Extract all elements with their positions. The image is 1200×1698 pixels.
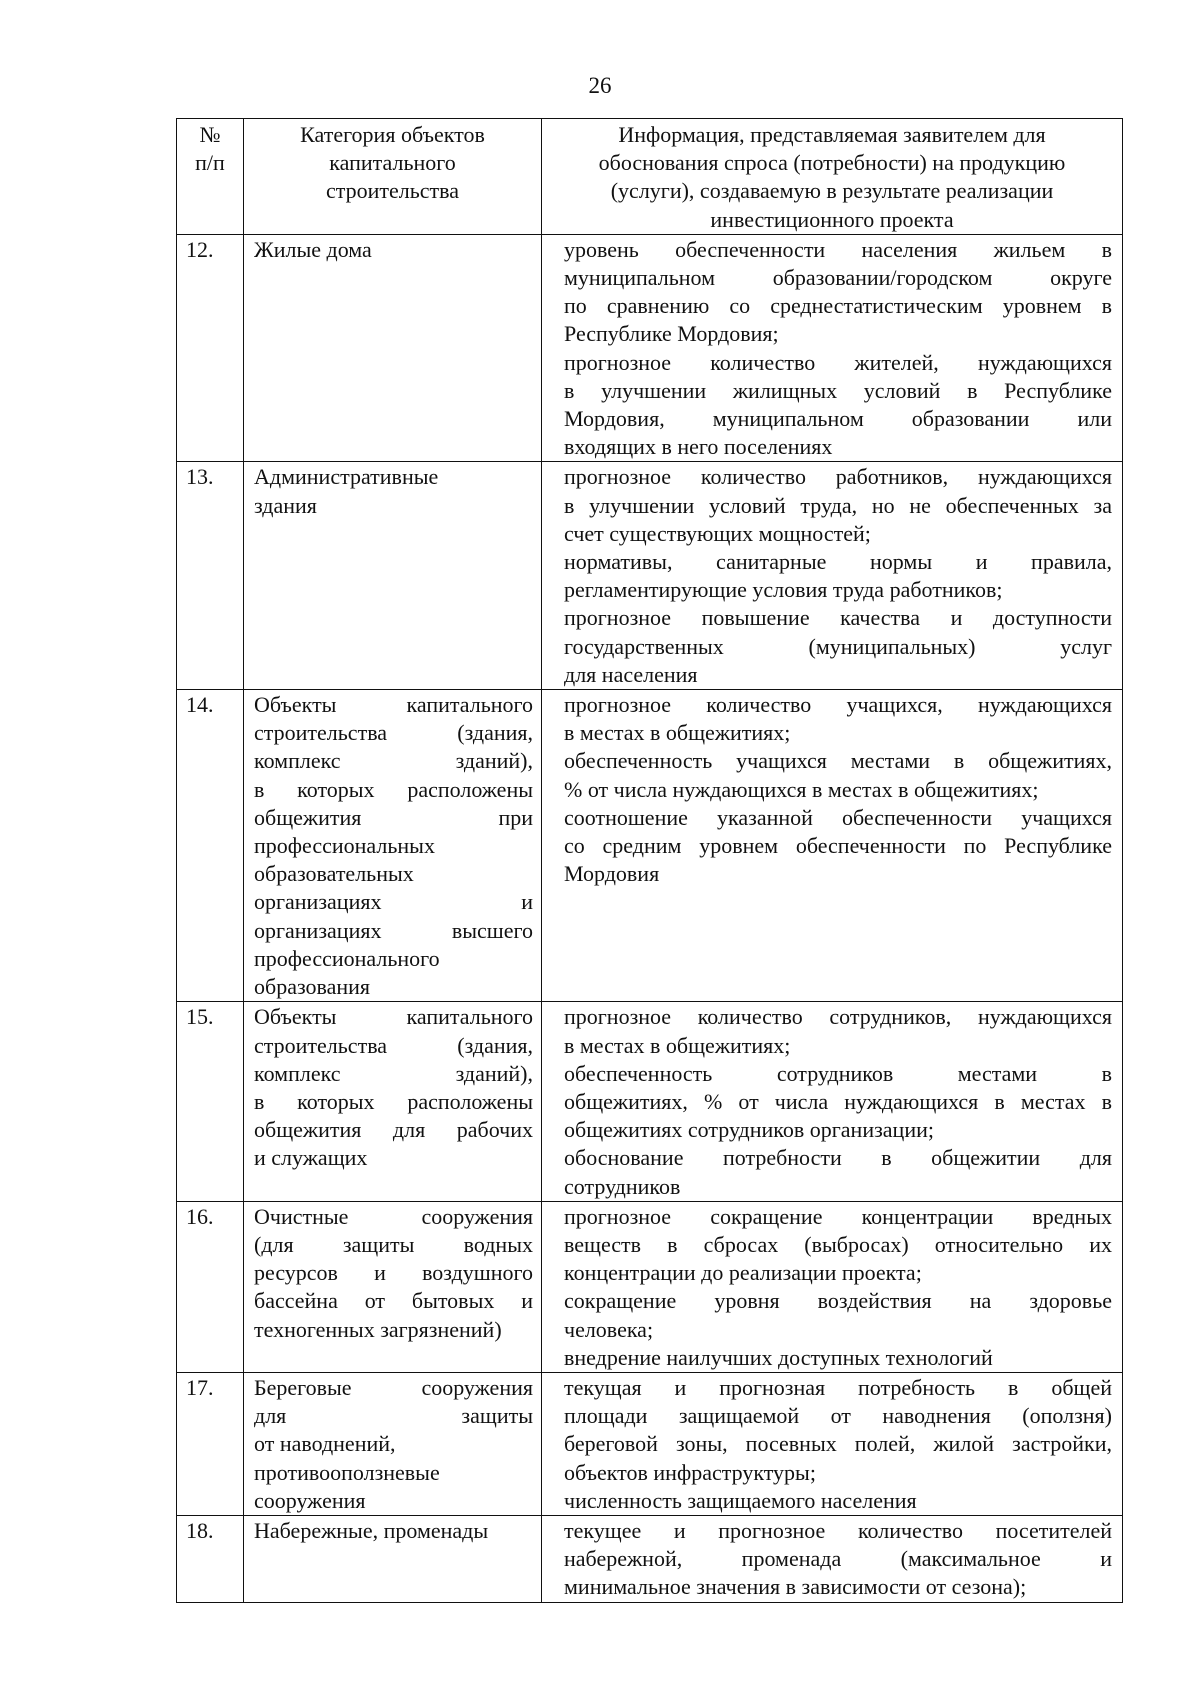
text-line: образования <box>254 974 371 1000</box>
text-line: обеспеченность учащихся местами в общежитиях, <box>564 748 1112 774</box>
row-category <box>244 1201 542 1372</box>
text-line: прогнозное количество работников, нуждающихся <box>564 464 1112 490</box>
text-line: техногенных загрязнений) <box>254 1316 502 1342</box>
table-body <box>177 234 1123 1602</box>
table-row <box>177 1515 1123 1602</box>
text-line: Республике Мордовия; <box>564 321 779 347</box>
text-line: бассейна от бытовых и <box>254 1288 533 1314</box>
text-line: строительства (здания, <box>254 1032 533 1058</box>
text-line: объектов инфраструктуры; <box>564 1459 816 1485</box>
text-line: Жилые дома <box>254 236 372 262</box>
text-line: образовательных <box>254 861 414 887</box>
row-info <box>542 234 1123 462</box>
text-line: % от числа нуждающихся в местах в общежитиях; <box>564 776 1039 802</box>
text-line: № <box>199 122 221 147</box>
text-line: и служащих <box>254 1145 368 1171</box>
row-info <box>542 1515 1123 1602</box>
text-line: Береговые сооружения <box>254 1374 533 1400</box>
text-line: уровень обеспеченности населения жильем в <box>564 236 1112 262</box>
row-info <box>542 1201 1123 1372</box>
row-category <box>244 1515 542 1602</box>
investment-info-table <box>176 118 1123 1603</box>
text-line: общежития при <box>254 804 533 830</box>
text-line: организациях высшего <box>254 917 533 943</box>
text-line: общежитиях, % от числа нуждающихся в местах в <box>564 1088 1112 1114</box>
text-line: общежитиях сотрудников организации; <box>564 1117 934 1143</box>
text-line: со средним уровнем обеспеченности по Республике <box>564 833 1112 859</box>
text-line: в улучшении условий труда, но не обеспеченных за <box>564 492 1112 518</box>
text-line: профессиональных <box>254 833 435 859</box>
text-line: противооползневые <box>254 1459 440 1485</box>
text-line: государственных (муниципальных) услуг <box>564 633 1112 659</box>
table-row <box>177 1372 1123 1515</box>
text-line: береговой зоны, посевных полей, жилой застройки, <box>564 1431 1112 1457</box>
text-line: человека; <box>564 1316 654 1342</box>
text-line: в которых расположены <box>254 776 533 802</box>
row-number: 16. <box>177 1201 244 1372</box>
row-category <box>244 1002 542 1201</box>
header-num <box>177 119 244 235</box>
text-line: сокращение уровня воздействия на здоровье <box>564 1288 1112 1314</box>
text-line: сотрудников <box>564 1173 681 1199</box>
text-line: комплекс зданий), <box>254 748 533 774</box>
text-line: набережной, променада (максимальное и <box>564 1546 1112 1572</box>
text-line: внедрение наилучших доступных технологий <box>564 1344 993 1370</box>
text-line: Административные <box>254 464 439 490</box>
text-line: (услуги), создаваемую в результате реализации <box>610 178 1054 204</box>
text-line: в улучшении жилищных условий в Республике <box>564 377 1112 403</box>
text-line: численность защищаемого населения <box>564 1487 917 1513</box>
text-line: площади защищаемой от наводнения (оползня) <box>564 1403 1112 1429</box>
text-line: прогнозное количество жителей, нуждающихся <box>564 349 1112 375</box>
table-row <box>177 1201 1123 1372</box>
table-row <box>177 1002 1123 1201</box>
text-line: п/п <box>195 150 225 176</box>
row-number: 13. <box>177 462 244 690</box>
row-category <box>244 1372 542 1515</box>
row-number: 15. <box>177 1002 244 1201</box>
text-line: веществ в сбросах (выбросах) относительно их <box>564 1231 1112 1257</box>
text-line: соотношение указанной обеспеченности учащихся <box>564 804 1112 830</box>
text-line: прогнозное количество сотрудников, нуждающихся <box>564 1004 1112 1030</box>
text-line: текущее и прогнозное количество посетителей <box>564 1517 1112 1543</box>
text-line: минимальное значения в зависимости от сезона); <box>564 1574 1027 1600</box>
text-line: в которых расположены <box>254 1088 533 1114</box>
text-line: Мордовия <box>564 861 660 887</box>
row-info <box>542 1002 1123 1201</box>
text-line: обоснования спроса (потребности) на продукцию <box>598 150 1066 176</box>
header-info <box>542 119 1123 235</box>
text-line: капитального <box>329 150 456 176</box>
text-line: текущая и прогнозная потребность в общей <box>564 1374 1112 1400</box>
text-line: по сравнению со среднестатистическим уровнем в <box>564 293 1112 319</box>
text-line: Очистные сооружения <box>254 1203 533 1229</box>
row-category <box>244 462 542 690</box>
text-line: инвестиционного проекта <box>710 206 954 232</box>
page-number: 26 <box>588 73 612 98</box>
text-line: обоснование потребности в общежитии для <box>564 1145 1112 1171</box>
text-line: здания <box>254 492 317 518</box>
text-line: Информация, представляемая заявителем для <box>618 122 1046 147</box>
text-line: строительства <box>325 178 460 204</box>
text-line: строительства (здания, <box>254 720 533 746</box>
text-line: Объекты капитального <box>254 692 533 718</box>
text-line: Категория объектов <box>300 122 485 147</box>
text-line: в местах в общежитиях; <box>564 1032 791 1058</box>
header-category <box>244 119 542 235</box>
text-line: для защиты <box>254 1403 533 1429</box>
text-line: нормативы, санитарные нормы и правила, <box>564 549 1112 575</box>
row-number: 17. <box>177 1372 244 1515</box>
text-line: прогнозное сокращение концентрации вредных <box>564 1203 1112 1229</box>
row-info <box>542 1372 1123 1515</box>
text-line: регламентирующие условия труда работников; <box>564 577 1003 603</box>
text-line: входящих в него поселениях <box>564 434 833 460</box>
row-category <box>244 690 542 1002</box>
row-number: 18. <box>177 1515 244 1602</box>
text-line: общежития для рабочих <box>254 1117 533 1143</box>
text-line: Мордовия, муниципальном образовании или <box>564 406 1112 432</box>
row-info <box>542 462 1123 690</box>
text-line: организациях и <box>254 889 533 915</box>
text-line: в местах в общежитиях; <box>564 720 791 746</box>
text-line: прогнозное повышение качества и доступности <box>564 605 1112 631</box>
row-number: 14. <box>177 690 244 1002</box>
text-line: муниципальном образовании/городском округе <box>564 265 1112 291</box>
text-line: сооружения <box>254 1487 366 1513</box>
text-line: профессионального <box>254 945 440 971</box>
text-line: комплекс зданий), <box>254 1060 533 1086</box>
text-line: (для защиты водных <box>254 1231 533 1257</box>
table-row <box>177 462 1123 690</box>
text-line: счет существующих мощностей; <box>564 520 871 546</box>
text-line: Набережные, променады <box>254 1517 489 1543</box>
row-info <box>542 690 1123 1002</box>
text-line: Объекты капитального <box>254 1004 533 1030</box>
text-line: от наводнений, <box>254 1431 396 1457</box>
text-line: обеспеченность сотрудников местами в <box>564 1060 1112 1086</box>
text-line: ресурсов и воздушного <box>254 1260 533 1286</box>
table-row <box>177 234 1123 462</box>
table-row <box>177 690 1123 1002</box>
row-number: 12. <box>177 234 244 462</box>
text-line: концентрации до реализации проекта; <box>564 1260 922 1286</box>
text-line: для населения <box>564 661 698 687</box>
text-line: прогнозное количество учащихся, нуждающихся <box>564 692 1112 718</box>
row-category <box>244 234 542 462</box>
table-header-row <box>177 119 1123 235</box>
